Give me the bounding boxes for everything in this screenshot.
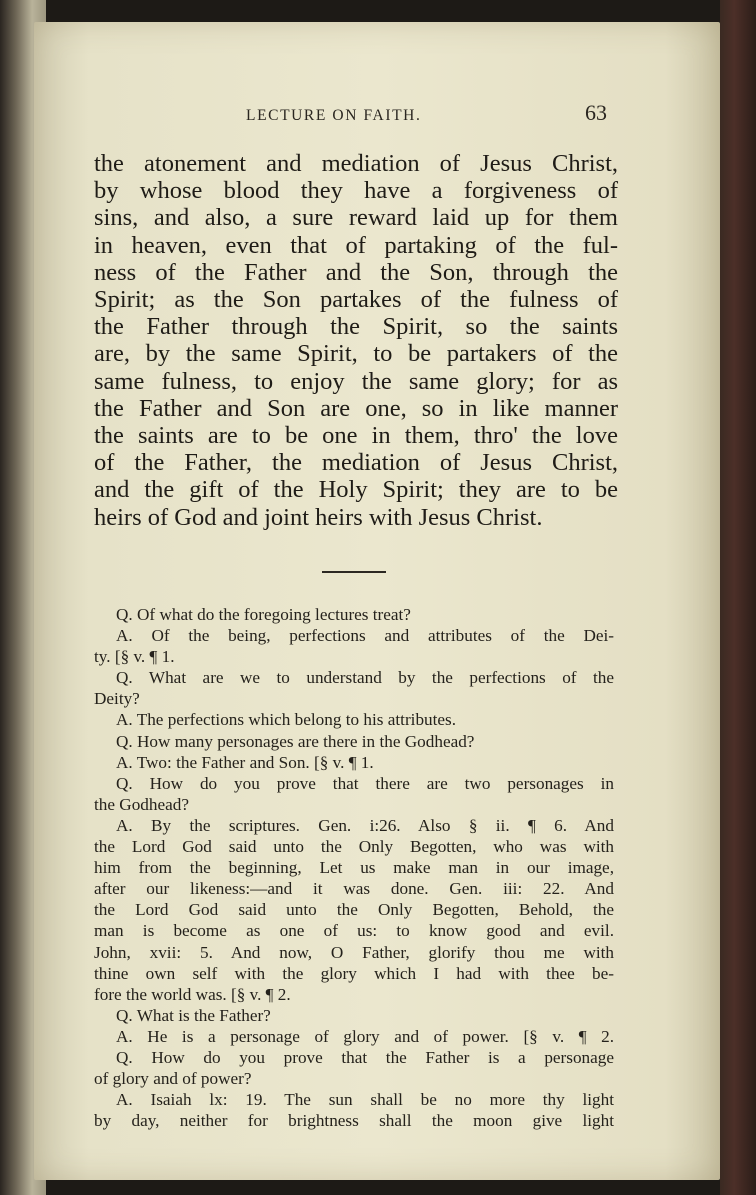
- qa-line: ty. [§ v. ¶ 1.: [94, 647, 175, 667]
- qa-line: Q. What is the Father?: [116, 1005, 271, 1025]
- qa-line: A. By the scriptures. Gen. i:26. Also § ii. ¶ 6. And: [116, 815, 614, 835]
- qa-line: A. He is a personage of glory and of power. [§ v. ¶ 2.: [116, 1026, 614, 1046]
- paragraph-line: the Father and Son are one, so in like manner: [94, 394, 618, 422]
- qa-line: the Godhead?: [94, 794, 189, 814]
- paragraph-line: are, by the same Spirit, to be partakers of the: [94, 340, 618, 368]
- qa-line: A. Of the being, perfections and attributes of the Dei-: [116, 626, 614, 646]
- paragraph-line: the atonement and mediation of Jesus Christ,: [94, 150, 618, 177]
- qa-line: John, xvii: 5. And now, O Father, glorify thou me with: [94, 942, 614, 962]
- qa-line: of glory and of power?: [94, 1069, 252, 1089]
- paragraph-line: sins, and also, a sure reward laid up for them: [94, 204, 618, 232]
- paragraph-line: same fulness, to enjoy the same glory; for as: [94, 367, 618, 395]
- paragraph-line: heirs of God and joint heirs with Jesus Christ.: [94, 503, 543, 531]
- qa-line: Q. How do you prove that the Father is a personage: [116, 1047, 614, 1067]
- qa-line: A. Two: the Father and Son. [§ v. ¶ 1.: [116, 752, 374, 772]
- main-paragraph: [94, 150, 618, 531]
- qa-line: Q. How many personages are there in the Godhead?: [116, 731, 475, 751]
- qa-line: A. The perfections which belong to his attributes.: [116, 710, 457, 730]
- qa-line: thine own self with the glory which I had with thee be-: [94, 963, 614, 983]
- qa-line: the Lord God said unto the Only Begotten, Behold, the: [94, 900, 614, 920]
- qa-line: Q. How do you prove that there are two personages in: [116, 773, 614, 793]
- paragraph-line: the Father through the Spirit, so the saints: [94, 313, 618, 341]
- qa-line: him from the beginning, Let us make man in our image,: [94, 858, 614, 878]
- paragraph-line: by whose blood they have a forgiveness of: [94, 177, 618, 205]
- paragraph-line: of the Father, the mediation of Jesus Christ,: [94, 449, 618, 477]
- qa-line: Q. What are we to understand by the perfections of the: [116, 668, 614, 688]
- paragraph-line: and the gift of the Holy Spirit; they are to be: [94, 476, 618, 504]
- paragraph-line: Spirit; as the Son partakes of the fulness of: [94, 286, 618, 314]
- qa-line: by day, neither for brightness shall the moon give light: [94, 1111, 614, 1131]
- paragraph-line: the saints are to be one in them, thro' the love: [94, 422, 618, 450]
- qa-line: the Lord God said unto the Only Begotten, who was with: [94, 837, 614, 857]
- qa-line: Q. Of what do the foregoing lectures treat?: [116, 605, 411, 624]
- page-number: 63: [585, 100, 607, 125]
- book-cover-edge: [720, 0, 756, 1195]
- paragraph-line: in heaven, even that of partaking of the ful-: [94, 231, 618, 259]
- running-header: LECTURE ON FAITH.: [246, 107, 422, 124]
- question-answer-section: [94, 604, 614, 1131]
- qa-line: fore the world was. [§ v. ¶ 2.: [94, 984, 291, 1004]
- section-divider: [322, 571, 386, 573]
- paragraph-line: ness of the Father and the Son, through the: [94, 258, 618, 286]
- qa-line: man is become as one of us: to know good and evil.: [94, 921, 614, 941]
- qa-line: after our likeness:—and it was done. Gen. iii: 22. And: [94, 879, 614, 899]
- qa-line: A. Isaiah lx: 19. The sun shall be no more thy light: [116, 1090, 614, 1110]
- qa-line: Deity?: [94, 689, 140, 709]
